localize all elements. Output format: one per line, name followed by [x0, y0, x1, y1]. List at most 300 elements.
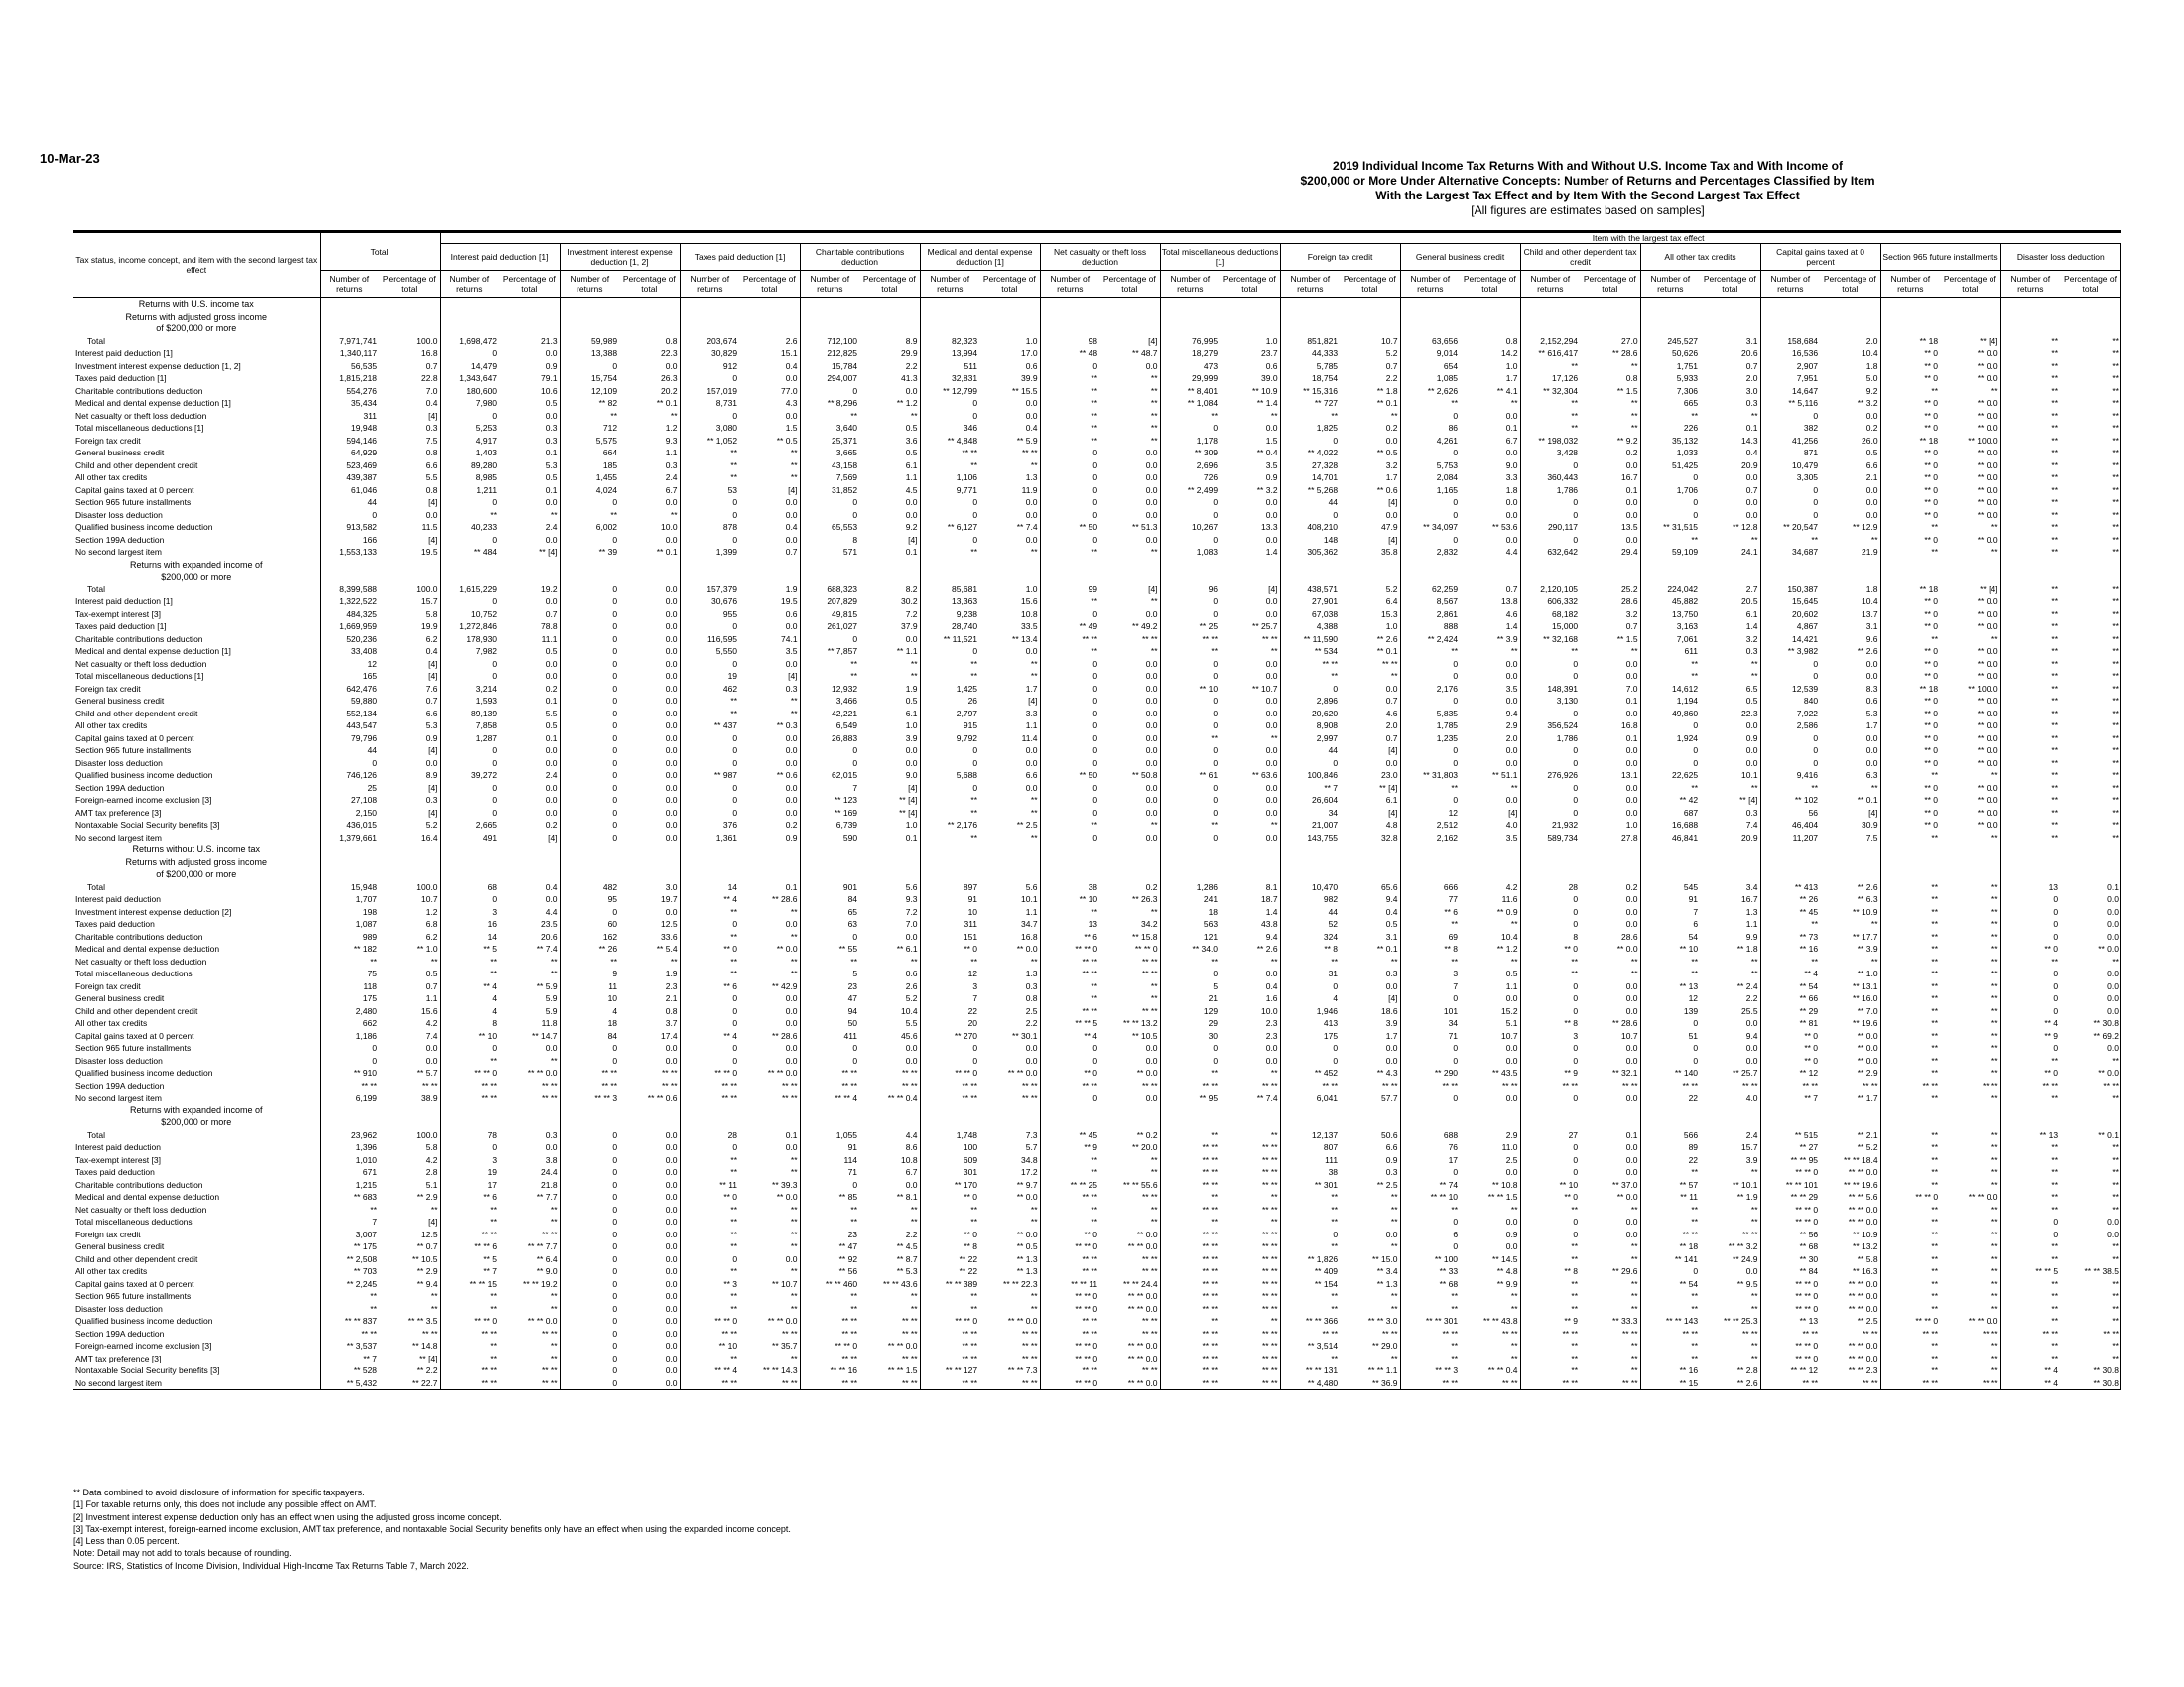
- percentage-cell: ** 16.3: [1820, 1265, 1880, 1278]
- number-cell: **: [2051, 795, 2059, 806]
- percentage-cell: ** 0.0: [1940, 782, 2000, 795]
- number-cell: 9,238: [956, 608, 978, 619]
- percentage-cell: 2.2: [1700, 992, 1760, 1005]
- percentage-cell: ** 0.0: [1940, 471, 2000, 484]
- empty-cell: [619, 323, 680, 335]
- percentage-cell: 3.2: [1700, 633, 1760, 646]
- number-cell: **: [1571, 1241, 1579, 1252]
- empty-cell: [1940, 844, 2000, 856]
- empty-cell: [1640, 323, 1700, 335]
- number-cell: ** 5,268: [1307, 484, 1339, 495]
- percentage-cell: 3.8: [499, 1154, 560, 1167]
- percentage-cell: **: [739, 1303, 800, 1316]
- number-cell: **: [970, 795, 978, 806]
- number-cell: ** ** 6: [474, 1241, 498, 1252]
- percentage-cell: ** 9.0: [499, 1265, 560, 1278]
- percentage-cell: [4]: [739, 670, 800, 683]
- number-cell: 0: [1213, 969, 1219, 979]
- percentage-cell: 0.0: [1099, 471, 1160, 484]
- percentage-cell: 45.6: [859, 1030, 920, 1043]
- number-cell: 0: [612, 807, 618, 818]
- number-cell: 91: [967, 894, 978, 905]
- percentage-cell: **: [499, 956, 560, 969]
- number-cell: 2,150: [355, 807, 378, 818]
- percentage-cell: 0.0: [379, 1055, 440, 1068]
- number-cell: 413: [1323, 1018, 1339, 1029]
- percentage-cell: 0.0: [1580, 744, 1640, 757]
- percentage-cell: 0.0: [1099, 782, 1160, 795]
- number-cell: **: [1931, 1154, 1939, 1165]
- percentage-cell: ** 1.8: [1340, 385, 1400, 398]
- table-row: [73, 695, 2121, 708]
- percentage-cell: 9.2: [1820, 385, 1880, 398]
- percentage-cell: ** **: [739, 1080, 800, 1093]
- percentage-cell: 0.0: [739, 410, 800, 423]
- percentage-cell: 3.5: [739, 645, 800, 658]
- number-cell: 0: [1813, 732, 1819, 743]
- number-cell: **: [850, 1204, 858, 1215]
- percentage-cell: 0.0: [619, 1290, 680, 1303]
- percentage-cell: 1.0: [1220, 335, 1280, 348]
- number-cell: 14,647: [1792, 385, 1819, 396]
- number-cell: ** **: [962, 1353, 978, 1363]
- table-row: [73, 732, 2121, 745]
- percentage-cell: 0.0: [739, 509, 800, 522]
- percentage-cell: ** 0.0: [1940, 422, 2000, 435]
- percentage-cell: 2.3: [619, 980, 680, 993]
- percentage-cell: 5.2: [379, 819, 440, 832]
- number-cell: **: [730, 448, 738, 458]
- number-cell: ** ** 0: [1795, 1278, 1819, 1289]
- number-cell: **: [850, 1217, 858, 1228]
- number-cell: 148: [1323, 534, 1339, 545]
- number-cell: ** 6,127: [947, 522, 978, 533]
- empty-cell: [320, 1116, 379, 1129]
- empty-cell: [440, 868, 499, 881]
- percentage-cell: **: [739, 1353, 800, 1365]
- percentage-cell: 0.9: [1340, 1154, 1400, 1167]
- percentage-cell: 1.1: [1460, 980, 1520, 993]
- number-cell: 63,656: [1432, 335, 1459, 346]
- number-of-returns-header: Number of returns: [440, 271, 499, 298]
- number-cell: **: [1931, 1217, 1939, 1228]
- number-cell: 0: [612, 1278, 618, 1289]
- number-cell: 150,387: [1787, 584, 1819, 594]
- row-label: Child and other dependent credit: [73, 708, 320, 720]
- percentage-cell: 0.0: [1099, 1092, 1160, 1104]
- number-cell: ** **: [962, 1341, 978, 1352]
- percentage-cell: **: [2060, 1290, 2120, 1303]
- number-cell: 294,007: [827, 373, 858, 384]
- empty-cell: [979, 311, 1040, 324]
- percentage-cell: 33.5: [979, 620, 1040, 633]
- percentage-cell: 16.7: [1700, 893, 1760, 906]
- table-row: [73, 1240, 2121, 1253]
- percentage-cell: 0.0: [859, 757, 920, 770]
- number-cell: ** 100: [1434, 1253, 1459, 1264]
- percentage-cell: 1.1: [979, 906, 1040, 919]
- number-cell: 59,109: [1672, 547, 1699, 558]
- row-label: Disaster loss deduction: [73, 1303, 320, 1316]
- number-cell: ** 55: [838, 944, 858, 955]
- percentage-cell: **: [1580, 397, 1640, 410]
- number-cell: **: [730, 1204, 738, 1215]
- number-cell: ** 309: [1194, 448, 1219, 458]
- percentage-cell: **: [979, 794, 1040, 807]
- percentage-cell: **: [1580, 1364, 1640, 1377]
- percentage-cell: **: [1220, 732, 1280, 745]
- row-label: No second largest item: [73, 546, 320, 559]
- number-cell: ** 12,799: [943, 385, 978, 396]
- percentage-cell: 3.1: [1820, 620, 1880, 633]
- percentage-cell: **: [1940, 1340, 2000, 1353]
- percentage-cell: ** 2.6: [1340, 633, 1400, 646]
- percentage-cell: 34.7: [979, 918, 1040, 931]
- percentage-cell: **: [2060, 347, 2120, 360]
- percentage-cell: ** **: [1820, 1080, 1880, 1093]
- percentage-cell: 0.0: [739, 534, 800, 547]
- number-cell: **: [1931, 969, 1939, 979]
- number-cell: **: [1691, 1167, 1699, 1178]
- percentage-cell: 0.0: [1580, 992, 1640, 1005]
- percentage-cell: **: [1099, 1216, 1160, 1229]
- number-cell: ** 0: [964, 1192, 978, 1203]
- percentage-cell: [4]: [379, 782, 440, 795]
- empty-cell: [1460, 559, 1520, 572]
- percentage-cell: 5.8: [379, 608, 440, 621]
- number-cell: 0: [1333, 757, 1339, 768]
- number-cell: 523,469: [346, 459, 378, 470]
- percentage-cell: ** 10.7: [1220, 683, 1280, 696]
- empty-cell: [1700, 559, 1760, 572]
- number-cell: 0: [372, 757, 378, 768]
- table-row: [73, 608, 2121, 621]
- empty-cell: [320, 868, 379, 881]
- percentage-cell: ** **: [1940, 1328, 2000, 1341]
- percentage-cell: [4]: [1099, 335, 1160, 348]
- percentage-cell: ** 2.5: [979, 819, 1040, 832]
- percentage-cell: ** 43.5: [1460, 1067, 1520, 1080]
- percentage-cell: 16.7: [1580, 471, 1640, 484]
- percentage-of-total-header: Percentage of total: [619, 271, 680, 298]
- number-cell: 545: [1683, 881, 1699, 892]
- number-cell: **: [1091, 547, 1098, 558]
- percentage-cell: **: [739, 1229, 800, 1241]
- row-label: Capital gains taxed at 0 percent: [73, 1030, 320, 1043]
- empty-cell: [619, 844, 680, 856]
- empty-cell: [1940, 1116, 2000, 1129]
- number-cell: **: [1211, 820, 1219, 831]
- number-cell: **: [1931, 1068, 1939, 1079]
- number-cell: **: [730, 931, 738, 942]
- empty-cell: [2060, 868, 2120, 881]
- percentage-cell: ** **: [1220, 1229, 1280, 1241]
- percentage-cell: **: [1700, 1216, 1760, 1229]
- percentage-cell: 0.0: [619, 658, 680, 671]
- percentage-cell: **: [1700, 410, 1760, 423]
- number-cell: ** ** 4: [835, 1093, 858, 1103]
- percentage-cell: ** **: [739, 1328, 800, 1341]
- number-cell: ** 2,508: [346, 1253, 378, 1264]
- percentage-cell: **: [1940, 1154, 2000, 1167]
- percentage-cell: **: [1940, 1141, 2000, 1154]
- number-cell: 20: [967, 1018, 978, 1029]
- percentage-cell: **: [2060, 385, 2120, 398]
- number-cell: 0: [1813, 671, 1819, 682]
- empty-cell: [1820, 856, 1880, 869]
- number-cell: 98: [1088, 335, 1098, 346]
- percentage-cell: ** **: [379, 1080, 440, 1093]
- empty-cell: [680, 1104, 739, 1117]
- percentage-cell: 8.6: [859, 1141, 920, 1154]
- number-cell: 0: [1453, 757, 1459, 768]
- group-header-13: Section 965 future installments: [1880, 244, 2000, 271]
- table-row: [73, 459, 2121, 472]
- percentage-cell: **: [1460, 397, 1520, 410]
- row-label: Child and other dependent credit: [73, 1253, 320, 1266]
- percentage-cell: 0.0: [739, 372, 800, 385]
- percentage-cell: 0.5: [379, 968, 440, 980]
- number-cell: 4: [1333, 993, 1339, 1004]
- number-cell: 157,019: [707, 385, 738, 396]
- percentage-cell: 0.0: [1099, 708, 1160, 720]
- percentage-cell: 0.0: [619, 670, 680, 683]
- number-cell: **: [1931, 1241, 1939, 1252]
- number-cell: 8,399,588: [339, 584, 378, 594]
- number-cell: ** **: [1880, 1377, 1940, 1390]
- number-cell: 687: [1683, 807, 1699, 818]
- number-cell: **: [1211, 1068, 1219, 1079]
- percentage-cell: 7.4: [1700, 819, 1760, 832]
- number-cell: ** 0: [1924, 757, 1939, 768]
- number-cell: 346: [963, 423, 978, 434]
- percentage-cell: ** 1.3: [1340, 1278, 1400, 1291]
- percentage-cell: 0.0: [619, 1141, 680, 1154]
- number-cell: 662: [362, 1018, 378, 1029]
- number-cell: 5: [1213, 980, 1219, 991]
- number-cell: ** 47: [838, 1241, 858, 1252]
- percentage-cell: 0.0: [1580, 1229, 1640, 1241]
- percentage-cell: 0.8: [619, 335, 680, 348]
- percentage-cell: 0.0: [1580, 1141, 1640, 1154]
- row-label: Interest paid deduction: [73, 1141, 320, 1154]
- table-row: [73, 906, 2121, 919]
- row-label: Foreign-earned income exclusion [3]: [73, 1340, 320, 1353]
- percentage-cell: 23.7: [1220, 347, 1280, 360]
- number-cell: 44: [1328, 906, 1339, 917]
- number-cell: 0: [732, 993, 738, 1004]
- number-cell: 1,399: [715, 547, 738, 558]
- percentage-cell: ** ** 0.0: [1099, 1340, 1160, 1353]
- percentage-of-total-header: Percentage of total: [1340, 271, 1400, 298]
- percentage-cell: ** 2.8: [1700, 1364, 1760, 1377]
- percentage-cell: 0.2: [1340, 422, 1400, 435]
- number-cell: 1,669,959: [339, 621, 378, 632]
- number-cell: 0: [1333, 1055, 1339, 1066]
- percentage-cell: ** ** 0.0: [1099, 1353, 1160, 1365]
- percentage-cell: 11.1: [499, 633, 560, 646]
- number-cell: ** 13: [2039, 1129, 2059, 1140]
- table-row: [73, 1191, 2121, 1204]
- percentage-cell: **: [1940, 943, 2000, 956]
- empty-cell: [1940, 856, 2000, 869]
- percentage-cell: 0.0: [1220, 794, 1280, 807]
- number-cell: ** 0: [1924, 671, 1939, 682]
- number-cell: 7,922: [1796, 708, 1819, 718]
- table-row: [73, 372, 2121, 385]
- group-header-5: Medical and dental expense deduction [1]: [920, 244, 1040, 271]
- number-cell: **: [730, 459, 738, 470]
- empty-cell: [1340, 323, 1400, 335]
- percentage-cell: 0.0: [2060, 968, 2120, 980]
- number-cell: 0: [1453, 509, 1459, 520]
- number-cell: 0: [2053, 1217, 2059, 1228]
- number-cell: **: [1451, 1353, 1459, 1363]
- number-cell: 0: [1092, 757, 1098, 768]
- row-label: Net casualty or theft loss deduction: [73, 956, 320, 969]
- row-label: General business credit: [73, 992, 320, 1005]
- number-cell: 49,815: [832, 608, 858, 619]
- number-cell: **: [730, 696, 738, 707]
- number-cell: 45,882: [1672, 596, 1699, 607]
- percentage-cell: 0.0: [1700, 719, 1760, 732]
- percentage-cell: **: [2060, 670, 2120, 683]
- number-cell: **: [1091, 385, 1098, 396]
- percentage-cell: **: [2060, 1340, 2120, 1353]
- table-row: [73, 670, 2121, 683]
- empty-cell: [1640, 298, 1700, 311]
- percentage-cell: ** ** 0.0: [1820, 1278, 1880, 1291]
- percentage-cell: 6.1: [1340, 794, 1400, 807]
- number-cell: ** 22: [959, 1266, 978, 1277]
- number-cell: **: [850, 658, 858, 669]
- number-cell: ** 0: [1564, 944, 1579, 955]
- empty-cell: [1460, 856, 1520, 869]
- number-cell: **: [1691, 1353, 1699, 1363]
- number-cell: ** ** 5: [1075, 1018, 1098, 1029]
- number-cell: **: [1931, 770, 1939, 781]
- number-cell: **: [1931, 919, 1939, 930]
- empty-cell: [1820, 298, 1880, 311]
- percentage-cell: ** 6.1: [859, 943, 920, 956]
- percentage-cell: 3.9: [1340, 1017, 1400, 1030]
- number-cell: 22,625: [1672, 770, 1699, 781]
- number-cell: 0: [612, 906, 618, 917]
- table-row: [73, 471, 2121, 484]
- number-cell: 0: [2053, 906, 2059, 917]
- percentage-cell: 0.1: [739, 1129, 800, 1142]
- number-cell: 26,604: [1312, 795, 1339, 806]
- percentage-cell: ** 0.0: [1940, 360, 2000, 373]
- number-cell: ** 39: [598, 547, 618, 558]
- empty-cell: [979, 323, 1040, 335]
- percentage-cell: ** 28.6: [1580, 1017, 1640, 1030]
- empty-cell: [1099, 559, 1160, 572]
- empty-cell: [619, 856, 680, 869]
- percentage-cell: [4]: [979, 695, 1040, 708]
- percentage-cell: 6.1: [859, 459, 920, 472]
- percentage-cell: ** **: [499, 1229, 560, 1241]
- number-cell: ** 10: [1679, 944, 1699, 955]
- row-label: Interest paid deduction [1]: [73, 347, 320, 360]
- table-header: [73, 232, 2121, 298]
- empty-cell: [979, 571, 1040, 584]
- percentage-cell: **: [1460, 1204, 1520, 1217]
- percentage-cell: ** [4]: [379, 1353, 440, 1365]
- number-cell: **: [2051, 708, 2059, 718]
- number-cell: ** **: [1202, 1353, 1219, 1363]
- percentage-cell: **: [1940, 881, 2000, 894]
- empty-cell: [739, 1116, 800, 1129]
- percentage-cell: 4.2: [1460, 881, 1520, 894]
- empty-cell: [320, 323, 379, 335]
- table-row: [73, 956, 2121, 969]
- percentage-cell: ** ** 0.4: [859, 1092, 920, 1104]
- percentage-cell: 20.6: [1700, 347, 1760, 360]
- number-cell: 96: [1208, 584, 1219, 594]
- percentage-cell: ** ** 0.0: [1099, 1303, 1160, 1316]
- section-heading-row: [73, 1104, 2121, 1117]
- number-cell: 6,002: [595, 522, 618, 533]
- number-cell: **: [1571, 1353, 1579, 1363]
- percentage-cell: 0.6: [859, 968, 920, 980]
- empty-cell: [1760, 298, 1820, 311]
- number-cell: **: [1451, 782, 1459, 793]
- number-cell: **: [490, 956, 498, 967]
- empty-cell: [859, 323, 920, 335]
- number-cell: 4,388: [1316, 621, 1339, 632]
- number-cell: **: [1931, 1018, 1939, 1029]
- number-cell: 888: [1443, 621, 1459, 632]
- percentage-cell: 0.2: [499, 819, 560, 832]
- number-cell: **: [1331, 671, 1339, 682]
- number-cell: 10: [607, 993, 618, 1004]
- percentage-cell: ** 0.1: [1340, 397, 1400, 410]
- number-cell: **: [970, 1217, 978, 1228]
- percentage-cell: **: [979, 807, 1040, 820]
- percentage-cell: **: [739, 459, 800, 472]
- percentage-cell: 0.1: [859, 546, 920, 559]
- percentage-cell: 0.0: [619, 683, 680, 696]
- number-cell: ** **: [1682, 1328, 1699, 1339]
- table-row: [73, 1303, 2121, 1316]
- percentage-cell: 11.0: [1460, 1141, 1520, 1154]
- percentage-cell: 2.8: [379, 1166, 440, 1179]
- percentage-cell: ** **: [1220, 1166, 1280, 1179]
- number-cell: 482: [602, 881, 618, 892]
- percentage-cell: 0.0: [859, 496, 920, 509]
- percentage-cell: [4]: [379, 807, 440, 820]
- section-heading: $200,000 or more: [73, 571, 320, 584]
- percentage-cell: **: [1940, 1092, 2000, 1104]
- number-cell: 0: [1092, 807, 1098, 818]
- number-cell: ** **: [1202, 1179, 1219, 1190]
- number-cell: 0: [2053, 919, 2059, 930]
- number-cell: 6: [1693, 919, 1699, 930]
- percentage-cell: 10.4: [859, 1005, 920, 1018]
- number-cell: 8,985: [475, 472, 498, 483]
- footnote: ** Data combined to avoid disclosure of information for specific taxpayers.: [73, 1488, 365, 1497]
- percentage-cell: 0.0: [619, 1129, 680, 1142]
- percentage-cell: 0.0: [1580, 782, 1640, 795]
- percentage-cell: **: [1220, 956, 1280, 969]
- number-cell: 0: [612, 708, 618, 718]
- number-cell: 89: [1688, 1142, 1699, 1153]
- number-cell: 148,391: [1547, 683, 1579, 694]
- number-cell: ** ** 389: [945, 1278, 978, 1289]
- percentage-cell: [4]: [859, 534, 920, 547]
- empty-cell: [320, 311, 379, 324]
